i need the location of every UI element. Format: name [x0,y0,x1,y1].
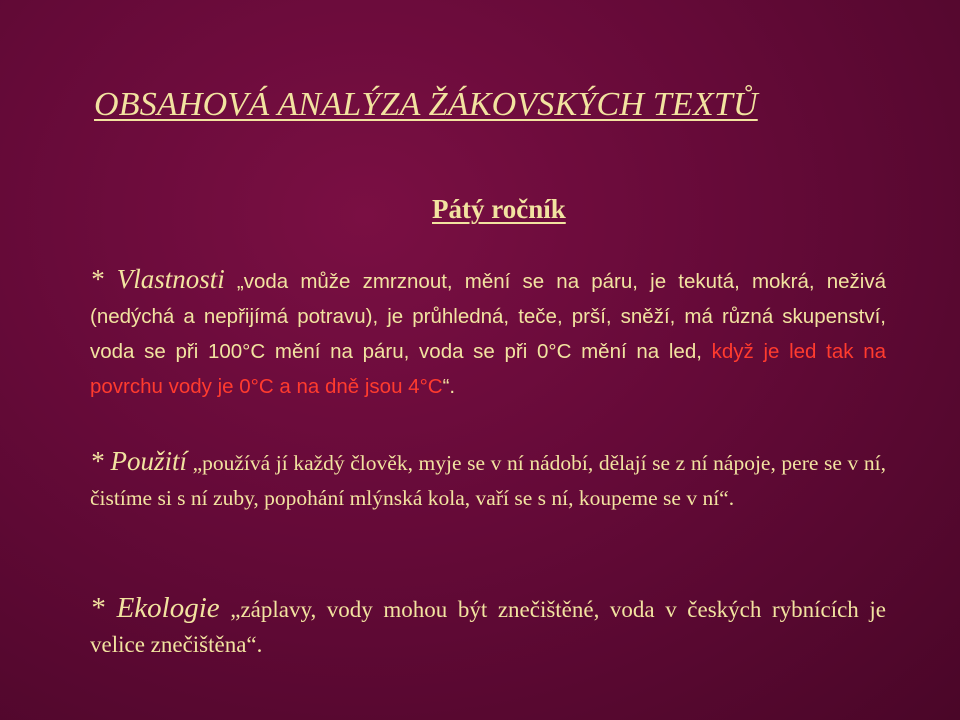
section-vlastnosti [90,262,886,404]
section-heading: * Použití [90,446,187,476]
section-heading: * Vlastnosti [90,264,225,294]
section-text: „používá jí každý člověk, myje se v ní nádobí, dělají se z ní nápoje, pere se v ní, čistíme si s ní zuby, popohání mlýnská kola, vaří se s ní, koupeme se v ní“. [90,451,886,510]
section-text-end: “. [442,375,456,398]
slide-title: OBSAHOVÁ ANALÝZA ŽÁKOVSKÝCH TEXTŮ [94,86,758,123]
section-heading: * Ekologie [90,592,220,624]
section-text: „záplavy, vody mohou být znečištěné, voda v českých rybnících je velice znečištěna“. [90,597,886,657]
slide-subtitle: Pátý ročník [432,194,566,224]
section-pouziti [90,444,886,516]
highlighted-text: když je led tak na povrchu vody je 0°C a na dně jsou 4°C [90,340,886,398]
section-ekologie [90,591,886,662]
section-text: „voda může zmrznout, mění se na páru, je tekutá, mokrá, neživá (nedýchá a nepřijímá potravu), je průhledná, teče, prší, sněží, má různá skupenství, voda se při 100°C mění na páru, voda se při 0°C mění na led, [90,270,887,363]
